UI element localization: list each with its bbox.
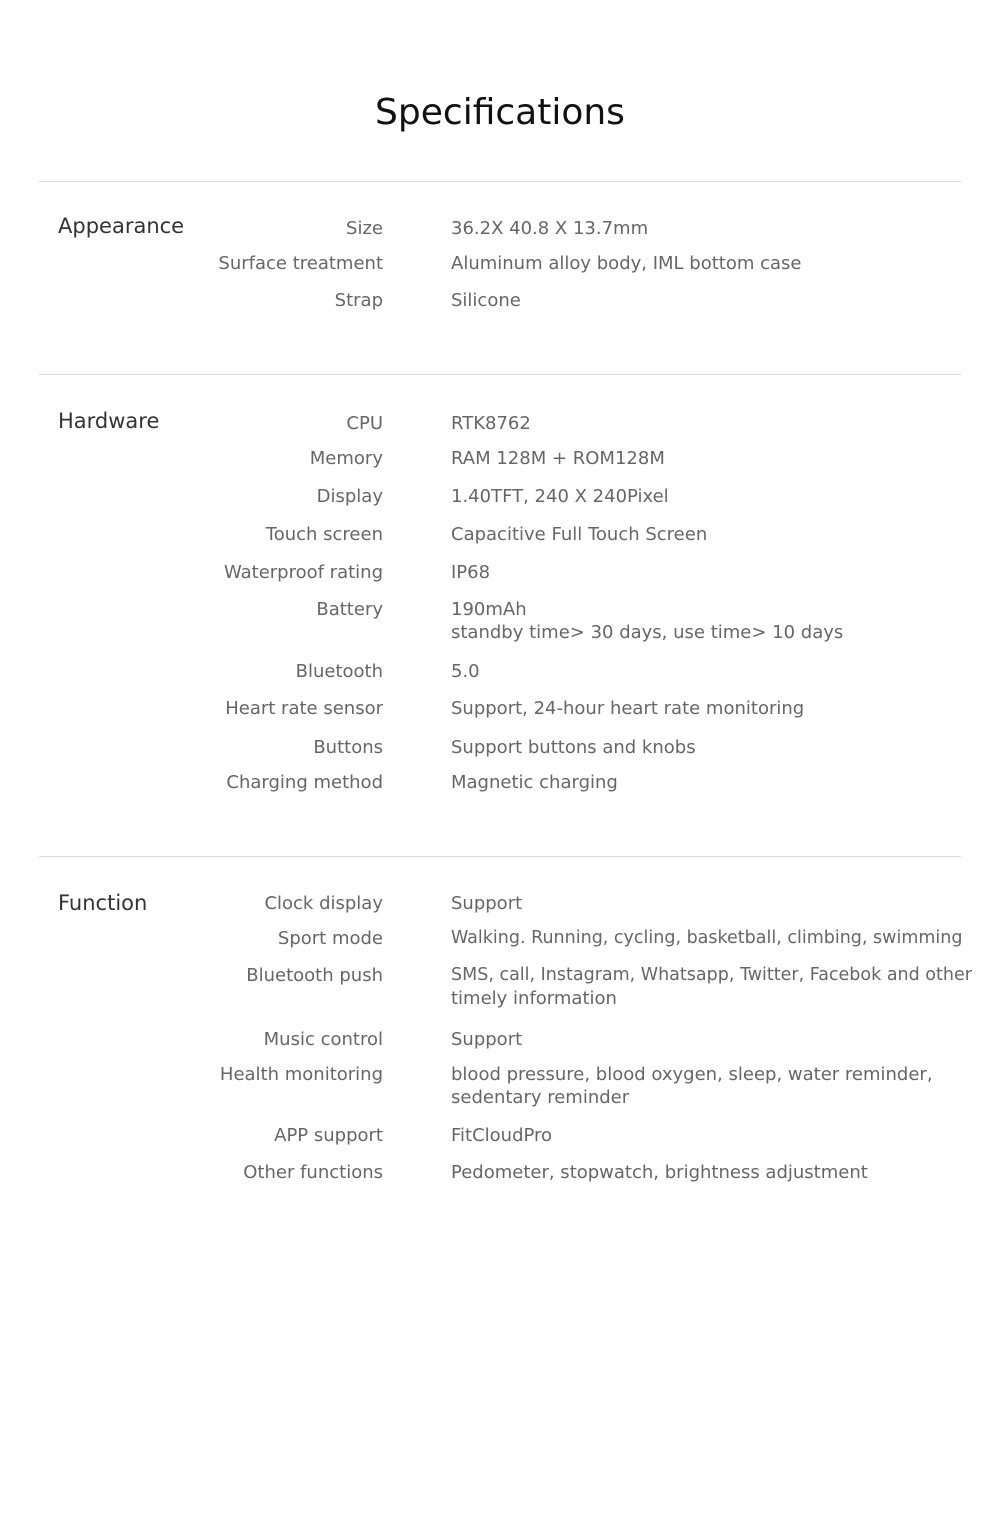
spec-label: Surface treatment bbox=[218, 253, 383, 274]
spec-value: RTK8762 bbox=[451, 413, 531, 434]
section-title-hardware: Hardware bbox=[58, 409, 160, 433]
spec-value-line: 190mAh bbox=[451, 599, 527, 620]
spec-value-line: standby time> 30 days, use time> 10 days bbox=[451, 622, 844, 643]
spec-value: Support bbox=[451, 1029, 523, 1050]
spec-label: Bluetooth push bbox=[246, 965, 383, 986]
spec-value bbox=[451, 1063, 986, 1109]
spec-value-line: timely information bbox=[451, 988, 617, 1009]
spec-value: Aluminum alloy body, IML bottom case bbox=[451, 253, 802, 274]
spec-value: Silicone bbox=[451, 290, 521, 311]
spec-value: 5.0 bbox=[451, 661, 480, 682]
spec-value: 36.2X 40.8 X 13.7mm bbox=[451, 218, 649, 239]
spec-label: Buttons bbox=[313, 737, 383, 758]
spec-label: Strap bbox=[334, 290, 383, 311]
spec-label: Battery bbox=[316, 599, 383, 620]
spec-label: Waterproof rating bbox=[223, 562, 383, 583]
section-title-appearance: Appearance bbox=[58, 214, 185, 238]
spec-label: Clock display bbox=[264, 893, 383, 914]
spec-value: Magnetic charging bbox=[451, 772, 618, 793]
spec-value-line: blood pressure, blood oxygen, sleep, water reminder, bbox=[451, 1064, 933, 1085]
spec-label: Other functions bbox=[243, 1162, 383, 1183]
spec-label: Health monitoring bbox=[219, 1064, 383, 1085]
spec-value: Support bbox=[451, 893, 523, 914]
spec-label: Size bbox=[346, 218, 383, 239]
spec-label: Heart rate sensor bbox=[225, 698, 383, 719]
spec-label: CPU bbox=[346, 413, 383, 434]
spec-label: Music control bbox=[263, 1029, 383, 1050]
spec-value-line: sedentary reminder bbox=[451, 1087, 630, 1108]
section-divider bbox=[39, 374, 961, 375]
spec-label: Charging method bbox=[226, 772, 383, 793]
spec-label: Bluetooth bbox=[295, 661, 383, 682]
spec-value: Support buttons and knobs bbox=[451, 737, 696, 758]
section-divider bbox=[39, 856, 961, 857]
spec-value: RAM 128M + ROM128M bbox=[451, 448, 665, 469]
spec-value: Walking. Running, cycling, basketball, climbing, swimming bbox=[451, 928, 963, 948]
spec-value: FitCloudPro bbox=[451, 1125, 553, 1146]
spec-label: Display bbox=[316, 486, 383, 507]
section-divider bbox=[39, 181, 961, 182]
spec-label: Touch screen bbox=[265, 524, 383, 545]
spec-value: Support, 24-hour heart rate monitoring bbox=[451, 698, 805, 719]
spec-value bbox=[451, 598, 986, 644]
spec-value: Pedometer, stopwatch, brightness adjustment bbox=[451, 1162, 868, 1183]
spec-value: IP68 bbox=[451, 562, 491, 583]
spec-label: APP support bbox=[274, 1125, 383, 1146]
section-title-function: Function bbox=[58, 891, 148, 915]
spec-value-line: SMS, call, Instagram, Whatsapp, Twitter, Facebok and other bbox=[451, 965, 972, 985]
spec-value: Capacitive Full Touch Screen bbox=[451, 524, 708, 545]
spec-label: Memory bbox=[309, 448, 383, 469]
spec-value: 1.40TFT, 240 X 240Pixel bbox=[451, 486, 669, 507]
page-title: Specifications bbox=[375, 92, 625, 133]
spec-label: Sport mode bbox=[277, 928, 383, 949]
spec-value bbox=[451, 964, 986, 1010]
